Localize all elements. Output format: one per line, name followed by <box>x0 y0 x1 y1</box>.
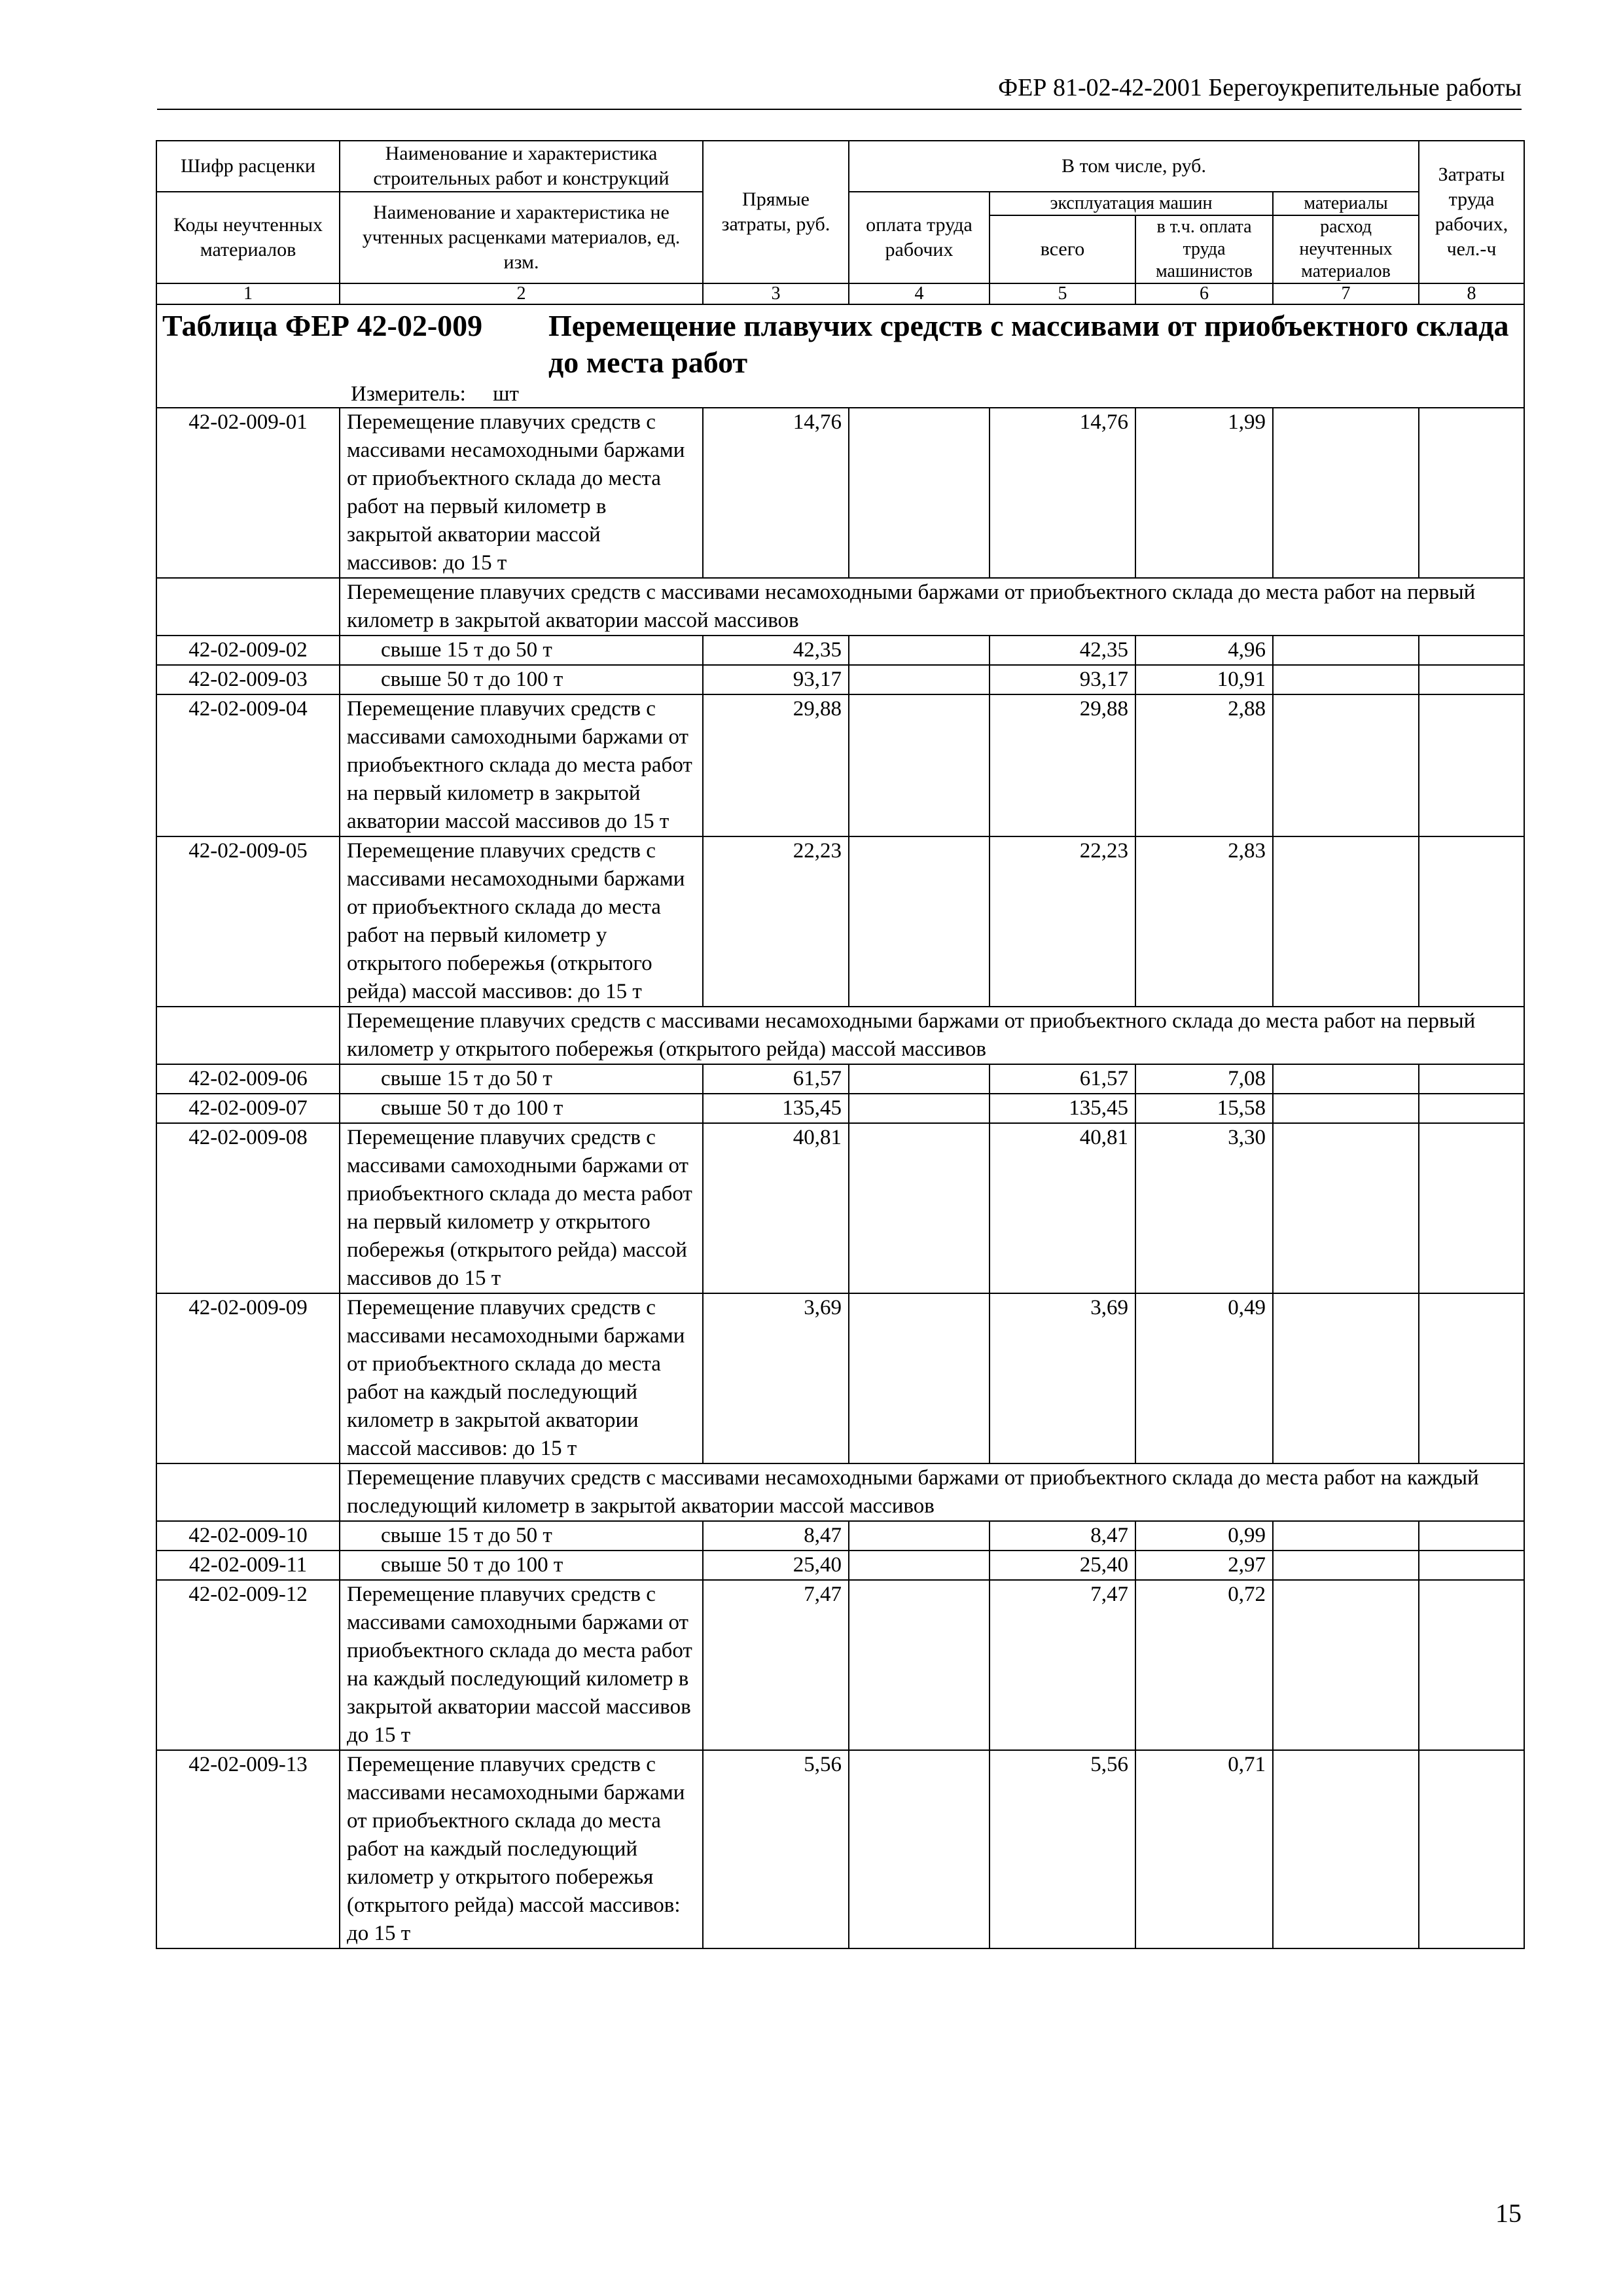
machinist-pay: 0,71 <box>1135 1750 1273 1948</box>
machine-costs: 29,88 <box>990 694 1135 836</box>
group-row <box>156 1463 1524 1521</box>
direct-costs: 3,69 <box>703 1293 849 1463</box>
machine-costs: 3,69 <box>990 1293 1135 1463</box>
worker-pay <box>849 1750 990 1948</box>
rate-name: свыше 15 т до 50 т <box>340 636 703 665</box>
machinist-pay: 1,99 <box>1135 408 1273 578</box>
materials <box>1273 1580 1419 1750</box>
labor-costs <box>1419 1123 1524 1293</box>
direct-costs: 14,76 <box>703 408 849 578</box>
materials <box>1273 1750 1419 1948</box>
table-row <box>156 1094 1524 1123</box>
materials <box>1273 1551 1419 1580</box>
labor-costs <box>1419 1551 1524 1580</box>
rate-code: 42-02-009-13 <box>156 1750 340 1948</box>
machine-costs: 42,35 <box>990 636 1135 665</box>
table-row <box>156 836 1524 1007</box>
rate-name: свыше 15 т до 50 т <box>340 1064 703 1094</box>
machinist-pay: 0,49 <box>1135 1293 1273 1463</box>
table-row <box>156 1580 1524 1750</box>
group-row <box>156 578 1524 636</box>
direct-costs: 22,23 <box>703 836 849 1007</box>
materials <box>1273 836 1419 1007</box>
labor-costs <box>1419 408 1524 578</box>
machinist-pay: 2,83 <box>1135 836 1273 1007</box>
group-description: Перемещение плавучих средств с массивами несамоходными баржами от приобъектного склада до места работ на первый километр у открытого побережья (открытого рейда) массой массивов <box>340 1007 1524 1064</box>
direct-costs: 25,40 <box>703 1551 849 1580</box>
machine-costs: 93,17 <box>990 665 1135 694</box>
machine-costs: 40,81 <box>990 1123 1135 1293</box>
machinist-pay: 4,96 <box>1135 636 1273 665</box>
table-row <box>156 1064 1524 1094</box>
group-description: Перемещение плавучих средств с массивами несамоходными баржами от приобъектного склада до места работ на каждый последующий километр в закрытой акватории массой массивов <box>340 1463 1524 1521</box>
worker-pay <box>849 408 990 578</box>
machine-costs: 22,23 <box>990 836 1135 1007</box>
rate-code: 42-02-009-02 <box>156 636 340 665</box>
machinist-pay: 0,72 <box>1135 1580 1273 1750</box>
labor-costs <box>1419 1521 1524 1551</box>
worker-pay <box>849 836 990 1007</box>
table-row <box>156 408 1524 578</box>
column-number: 4 <box>849 283 990 304</box>
group-description: Перемещение плавучих средств с массивами несамоходными баржами от приобъектного склада до места работ на первый километр в закрытой акватории массой массивов <box>340 578 1524 636</box>
group-code-cell <box>156 578 340 636</box>
worker-pay <box>849 1551 990 1580</box>
materials <box>1273 408 1419 578</box>
measure-label: Измеритель: <box>351 382 466 406</box>
column-number: 8 <box>1419 283 1524 304</box>
header-materials-unaccounted: расход неучтенных материалов <box>1273 215 1419 283</box>
direct-costs: 93,17 <box>703 665 849 694</box>
labor-costs <box>1419 636 1524 665</box>
worker-pay <box>849 1293 990 1463</box>
labor-costs <box>1419 665 1524 694</box>
table-title-label: Таблица ФЕР 42-02-009 <box>162 309 483 342</box>
running-header: ФЕР 81-02-42-2001 Берегоукрепительные работы <box>998 74 1522 101</box>
rate-name: Перемещение плавучих средств с массивами самоходными баржами от приобъектного склада до места работ на каждый последующий километр в закрытой акватории массой массивов до 15 т <box>340 1580 703 1750</box>
rate-table <box>156 140 1525 1949</box>
column-number: 1 <box>156 283 340 304</box>
header-labor: Затраты труда рабочих, чел.-ч <box>1419 141 1524 283</box>
machinist-pay: 10,91 <box>1135 665 1273 694</box>
measure-unit: шт <box>493 382 519 406</box>
machinist-pay: 2,97 <box>1135 1551 1273 1580</box>
labor-costs <box>1419 1750 1524 1948</box>
materials <box>1273 636 1419 665</box>
rate-code: 42-02-009-09 <box>156 1293 340 1463</box>
header-name-top: Наименование и характеристика строительных работ и конструкций <box>340 141 703 192</box>
column-number-row <box>156 283 1524 304</box>
direct-costs: 135,45 <box>703 1094 849 1123</box>
direct-costs: 40,81 <box>703 1123 849 1293</box>
rate-name: Перемещение плавучих средств с массивами несамоходными баржами от приобъектного склада до места работ на каждый последующий километр у открытого побережья (открытого рейда) массой массивов: до 15 т <box>340 1750 703 1948</box>
materials <box>1273 1094 1419 1123</box>
header-machines: эксплуатация машин <box>990 192 1273 215</box>
page-number: 15 <box>1495 2198 1522 2228</box>
table-row <box>156 1750 1524 1948</box>
group-code-cell <box>156 1463 340 1521</box>
header-machines-total: всего <box>990 215 1135 283</box>
column-number: 2 <box>340 283 703 304</box>
worker-pay <box>849 1064 990 1094</box>
table-body <box>156 304 1524 1948</box>
group-row <box>156 1007 1524 1064</box>
table-row <box>156 1521 1524 1551</box>
worker-pay <box>849 1094 990 1123</box>
direct-costs: 5,56 <box>703 1750 849 1948</box>
worker-pay <box>849 694 990 836</box>
worker-pay <box>849 1123 990 1293</box>
machinist-pay: 15,58 <box>1135 1094 1273 1123</box>
direct-costs: 42,35 <box>703 636 849 665</box>
rate-name: свыше 50 т до 100 т <box>340 1094 703 1123</box>
table-row <box>156 1293 1524 1463</box>
machinist-pay: 2,88 <box>1135 694 1273 836</box>
header-direct-costs: Прямые затраты, руб. <box>703 141 849 283</box>
column-number: 6 <box>1135 283 1273 304</box>
header-code-bottom: Коды неучтенных материалов <box>156 192 340 283</box>
worker-pay <box>849 1580 990 1750</box>
table-row <box>156 665 1524 694</box>
rate-name: свыше 50 т до 100 т <box>340 665 703 694</box>
materials <box>1273 665 1419 694</box>
column-number: 5 <box>990 283 1135 304</box>
rate-name: Перемещение плавучих средств с массивами несамоходными баржами от приобъектного склада до места работ на первый километр у открытого побережья (открытого рейда) массой массивов: до 15 т <box>340 836 703 1007</box>
group-code-cell <box>156 1007 340 1064</box>
machine-costs: 8,47 <box>990 1521 1135 1551</box>
materials <box>1273 1123 1419 1293</box>
labor-costs <box>1419 836 1524 1007</box>
header-name-bottom: Наименование и характеристика не учтенных расценками материалов, ед. изм. <box>340 192 703 283</box>
table-row <box>156 636 1524 665</box>
header-code-top: Шифр расценки <box>156 141 340 192</box>
rate-code: 42-02-009-12 <box>156 1580 340 1750</box>
rate-code: 42-02-009-04 <box>156 694 340 836</box>
worker-pay <box>849 1521 990 1551</box>
direct-costs: 8,47 <box>703 1521 849 1551</box>
materials <box>1273 1293 1419 1463</box>
header-rule <box>157 109 1522 110</box>
rate-name: свыше 50 т до 100 т <box>340 1551 703 1580</box>
table-row <box>156 1551 1524 1580</box>
rate-name: Перемещение плавучих средств с массивами самоходными баржами от приобъектного склада до места работ на первый километр у открытого побережья (открытого рейда) массой массивов до 15 т <box>340 1123 703 1293</box>
machine-costs: 7,47 <box>990 1580 1135 1750</box>
table-row <box>156 694 1524 836</box>
rate-code: 42-02-009-10 <box>156 1521 340 1551</box>
machine-costs: 61,57 <box>990 1064 1135 1094</box>
machine-costs: 135,45 <box>990 1094 1135 1123</box>
table-row <box>156 1123 1524 1293</box>
labor-costs <box>1419 1580 1524 1750</box>
rate-code: 42-02-009-07 <box>156 1094 340 1123</box>
machinist-pay: 7,08 <box>1135 1064 1273 1094</box>
rate-code: 42-02-009-06 <box>156 1064 340 1094</box>
machinist-pay: 0,99 <box>1135 1521 1273 1551</box>
machine-costs: 5,56 <box>990 1750 1135 1948</box>
direct-costs: 29,88 <box>703 694 849 836</box>
materials <box>1273 1064 1419 1094</box>
rate-code: 42-02-009-08 <box>156 1123 340 1293</box>
table-title-row <box>156 304 1524 408</box>
column-number: 3 <box>703 283 849 304</box>
machine-costs: 14,76 <box>990 408 1135 578</box>
labor-costs <box>1419 1094 1524 1123</box>
labor-costs <box>1419 1064 1524 1094</box>
direct-costs: 7,47 <box>703 1580 849 1750</box>
worker-pay <box>849 665 990 694</box>
rate-name: Перемещение плавучих средств с массивами несамоходными баржами от приобъектного склада до места работ на первый километр в закрытой акватории массой массивов: до 15 т <box>340 408 703 578</box>
labor-costs <box>1419 1293 1524 1463</box>
rate-code: 42-02-009-03 <box>156 665 340 694</box>
header-worker-pay: оплата труда рабочих <box>849 192 990 283</box>
rate-name: Перемещение плавучих средств с массивами несамоходными баржами от приобъектного склада до места работ на каждый последующий километр в закрытой акватории массой массивов: до 15 т <box>340 1293 703 1463</box>
table-header <box>156 141 1524 304</box>
rate-code: 42-02-009-01 <box>156 408 340 578</box>
header-machinist-pay: в т.ч. оплата труда машинистов <box>1135 215 1273 283</box>
materials <box>1273 1521 1419 1551</box>
rate-name: Перемещение плавучих средств с массивами самоходными баржами от приобъектного склада до места работ на первый километр в закрытой акватории массой массивов до 15 т <box>340 694 703 836</box>
rate-code: 42-02-009-05 <box>156 836 340 1007</box>
table-title-cell <box>156 304 1524 408</box>
worker-pay <box>849 636 990 665</box>
labor-costs <box>1419 694 1524 836</box>
rate-name: свыше 15 т до 50 т <box>340 1521 703 1551</box>
direct-costs: 61,57 <box>703 1064 849 1094</box>
rate-code: 42-02-009-11 <box>156 1551 340 1580</box>
column-number: 7 <box>1273 283 1419 304</box>
materials <box>1273 694 1419 836</box>
table-title-name: Перемещение плавучих средств с массивами от приобъектного склада до места работ <box>548 309 1509 379</box>
header-materials: материалы <box>1273 192 1419 215</box>
machine-costs: 25,40 <box>990 1551 1135 1580</box>
header-including: В том числе, руб. <box>849 141 1419 192</box>
machinist-pay: 3,30 <box>1135 1123 1273 1293</box>
measure-line <box>162 381 1517 407</box>
